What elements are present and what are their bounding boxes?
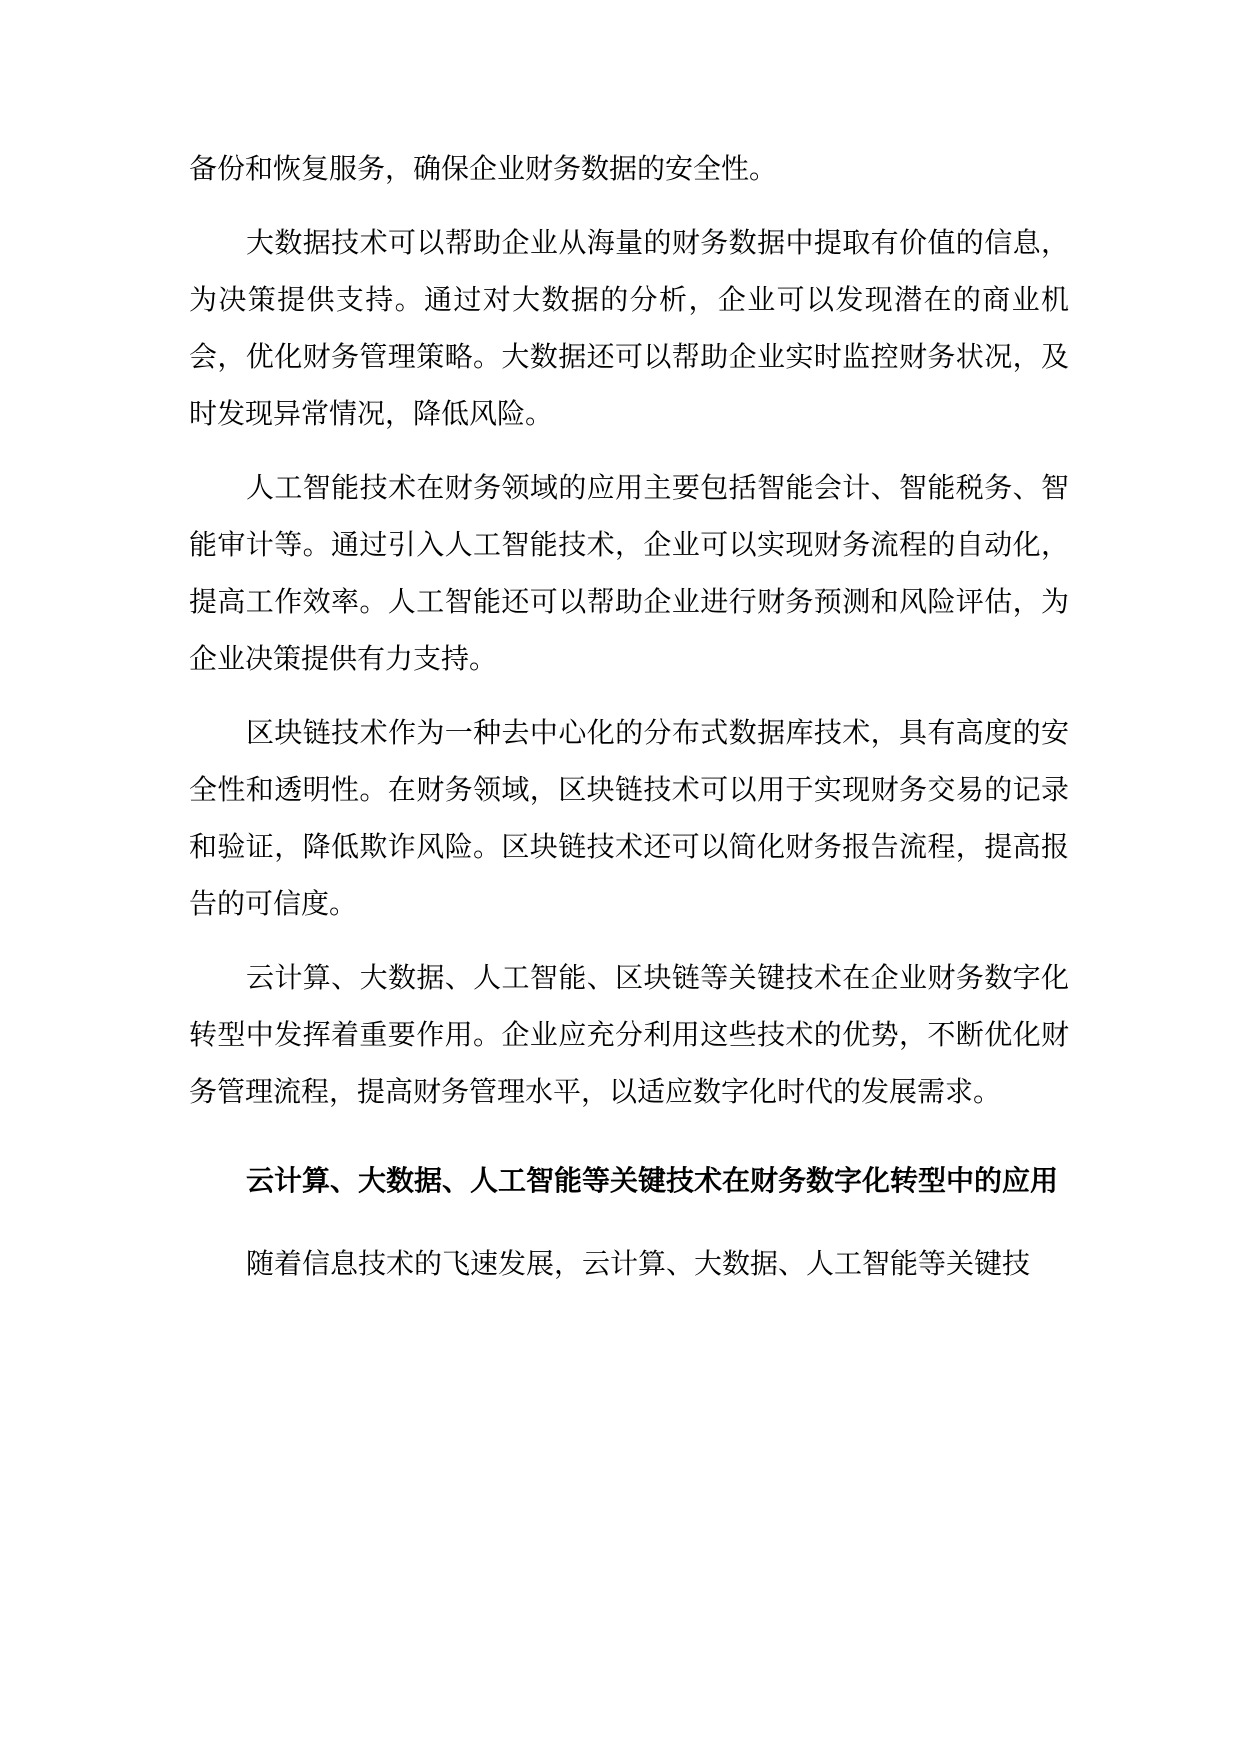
paragraph-blockchain: 区块链技术作为一种去中心化的分布式数据库技术，具有高度的安全性和透明性。在财务领域，区块链技术可以用于实现财务交易的记录和验证，降低欺诈风险。区块链技术还可以简化财务报告流程，提高报告的可信度。 <box>189 716 1069 920</box>
section-heading: 云计算、大数据、人工智能等关键技术在财务数字化转型中的应用 <box>246 1164 1059 1197</box>
document-body <box>189 140 1069 1309</box>
paragraph-artificial-intelligence: 人工智能技术在财务领域的应用主要包括智能会计、智能税务、智能审计等。通过引入人工智能技术，企业可以实现财务流程的自动化，提高工作效率。人工智能还可以帮助企业进行财务预测和风险评估，为企业决策提供有力支持。 <box>189 471 1069 675</box>
paragraph-big-data: 大数据技术可以帮助企业从海量的财务数据中提取有价值的信息，为决策提供支持。通过对大数据的分析，企业可以发现潜在的商业机会，优化财务管理策略。大数据还可以帮助企业实时监控财务状况，及时发现异常情况，降低风险。 <box>189 226 1069 430</box>
section-paragraph: 随着信息技术的飞速发展，云计算、大数据、人工智能等关键技 <box>246 1247 1031 1280</box>
paragraph-summary: 云计算、大数据、人工智能、区块链等关键技术在企业财务数字化转型中发挥着重要作用。企业应充分利用这些技术的优势，不断优化财务管理流程，提高财务管理水平，以适应数字化时代的发展需求。 <box>189 961 1069 1108</box>
paragraph-continuation: 备份和恢复服务，确保企业财务数据的安全性。 <box>189 152 778 185</box>
